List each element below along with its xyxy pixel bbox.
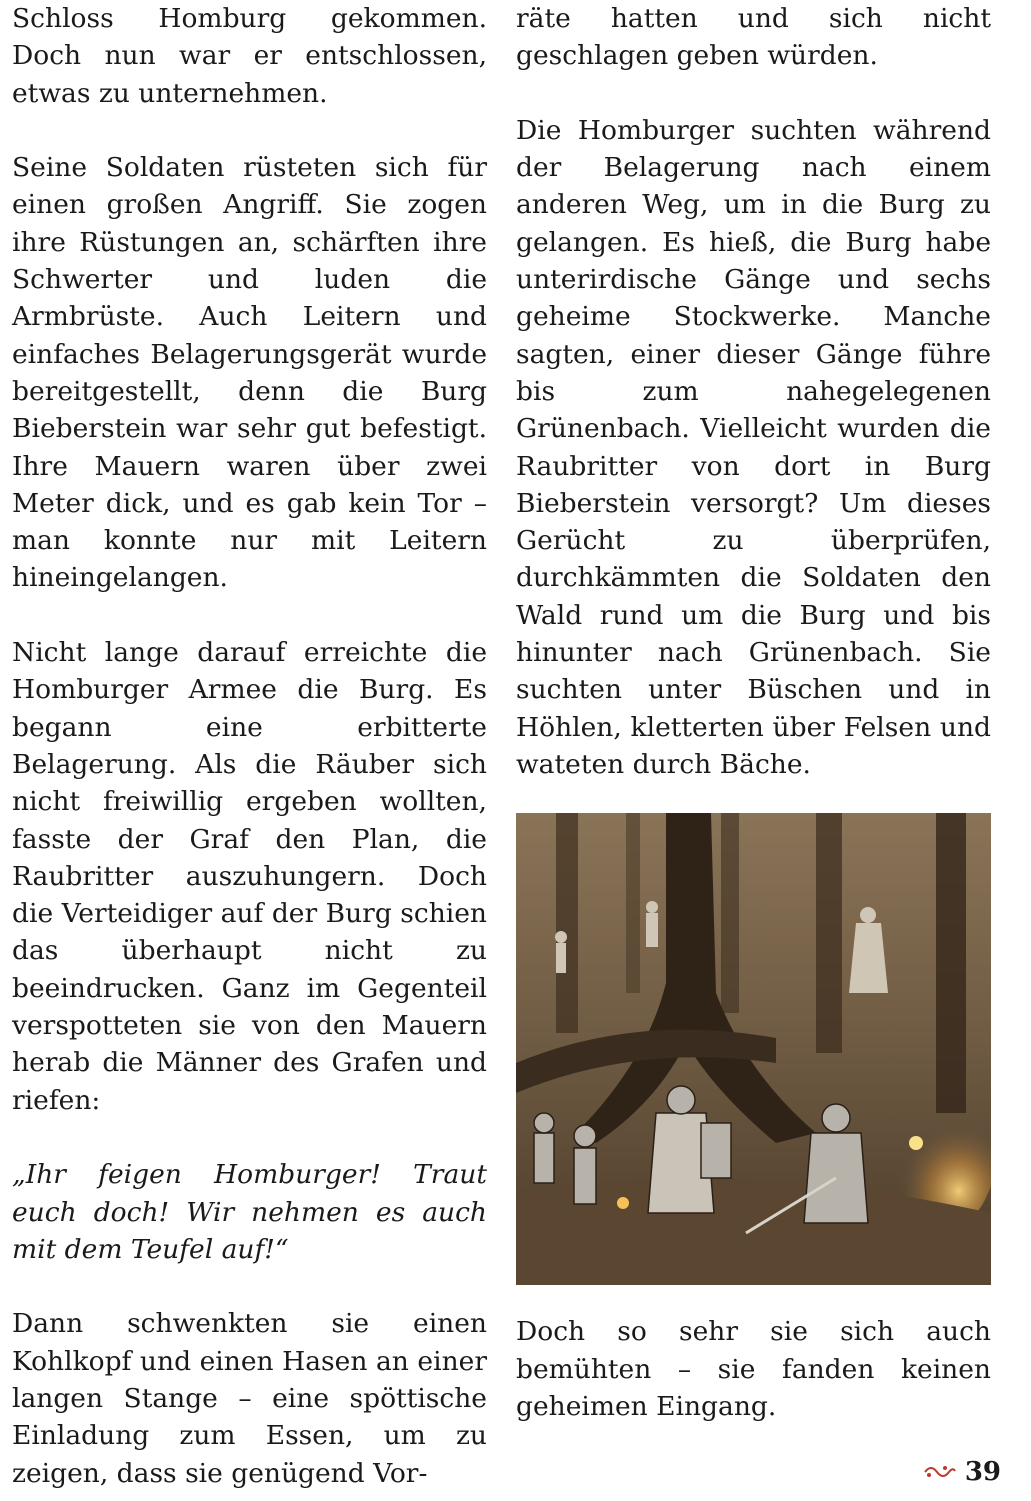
paragraph: Schloss Homburg gekommen. Doch nun war er entschlossen, etwas zu unternehmen. (12, 3, 487, 109)
page-number: 39 (964, 1457, 1001, 1487)
forest-illustration (516, 813, 991, 1285)
knights-in-forest-image (516, 813, 991, 1285)
left-column (12, 0, 487, 1492)
right-column (516, 0, 991, 1425)
decorative-ornament-icon (923, 1463, 957, 1481)
paragraph: Doch so sehr sie sich auch bemühten – sie fanden keinen geheimen Eingang. (516, 1316, 991, 1422)
paragraph: Dann schwenkten sie einen Kohlkopf und einen Hasen an einer langen Stange – eine spöttische Einladung zum Essen, um zu zeigen, dass sie genügend Vor- (12, 1308, 487, 1489)
paragraph: Nicht lange darauf erreichte die Homburger Armee die Burg. Es begann eine erbitterte Belagerung. Als die Räuber sich nicht freiwillig ergeben wollten, fasste der Graf den Plan, die Raubritter auszuhungern. Doch die Verteidiger auf der Burg schien das überhaupt nicht zu beeindrucken. Ganz im Gegenteil verspotteten sie von den Mauern herab die Männer des Grafen und riefen: (12, 637, 487, 1116)
page-footer (923, 1457, 1001, 1487)
paragraph: räte hatten und sich nicht geschlagen geben würden. (516, 3, 991, 72)
paragraph: Die Homburger suchten während der Belagerung nach einem anderen Weg, um in die Burg zu gelangen. Es hieß, die Burg habe unterirdische Gänge und sechs geheime Stockwerke. Manche sagten, einer dieser Gänge führe bis zum nahegelegenen Grünenbach. Vielleicht wurden die Raubritter von dort in Burg Bieberstein versorgt? Um dieses Gerücht zu überprüfen, durchkämmten die Soldaten den Wald rund um die Burg und bis hinunter nach Grünenbach. Sie suchten unter Büschen und in Höhlen, kletterten über Felsen und wateten durch Bäche. (516, 114, 991, 780)
paragraph: Seine Soldaten rüsteten sich für einen großen Angriff. Sie zogen ihre Rüstungen an, schärften ihre Schwerter und luden die Armbrüste. Auch Leitern und einfaches Belagerungsgerät wurde bereitgestellt, denn die Burg Bieberstein war sehr gut befestigt. Ihre Mauern waren über zwei Meter dick, und es gab kein Tor – man konnte nur mit Leitern hineingelangen. (12, 152, 487, 594)
quote-paragraph: „Ihr feigen Homburger! Traut euch doch! Wir nehmen es auch mit dem Teufel auf!“ (12, 1159, 487, 1265)
